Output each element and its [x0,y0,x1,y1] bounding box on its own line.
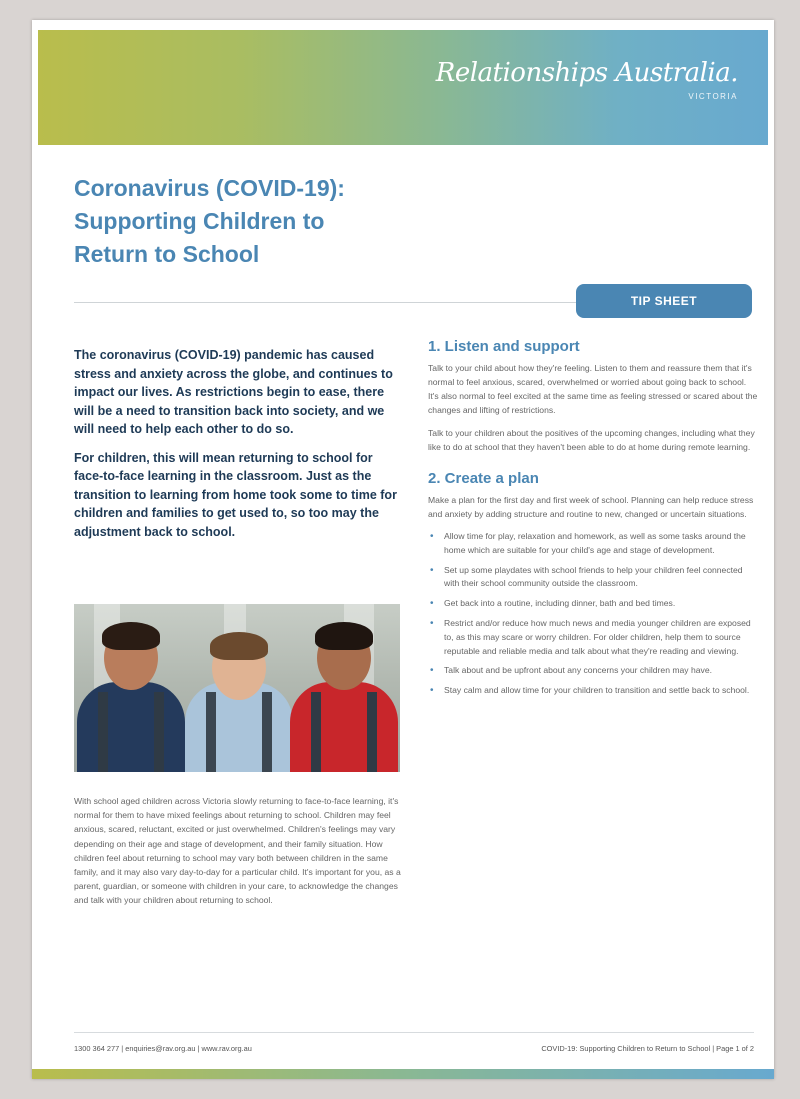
backpack-strap [367,692,377,772]
title-line-2: Supporting Children to [74,208,325,234]
backpack-strap [262,692,272,772]
logo-subtitle: VICTORIA [688,92,738,101]
backpack-strap [154,692,164,772]
list-item: • Get back into a routine, including dinner, bath and bed times. [428,597,758,611]
child-hair [210,632,268,660]
section-heading-listen: 1. Listen and support [428,338,580,355]
list-item: • Set up some playdates with school friends to help your children feel connected with their school community outside the classroom. [428,564,758,592]
relationships-australia-logo [436,58,738,101]
child-middle [184,632,294,772]
backpack-strap [206,692,216,772]
page-title [74,172,434,271]
backpack-strap [311,692,321,772]
title-line-3: Return to School [74,241,260,267]
plan-bullet-list [428,530,758,698]
child-right [289,622,399,772]
intro-section [74,346,402,551]
body-paragraph: With school aged children across Victoria slowly returning to face-to-face learning, it's normal for them to have mixed feelings about returning to school. Children may feel anxious, scared, reluctant, excited or just overwhelmed. Children's feelings may vary depending on their age and stage of development, and their family situation. How children feel about returning to school may vary both between children in the same family, and it may also vary day-to-day for a particular child. It's important for you, as a parent, guardian, or someone with children in your care, to acknowledge the changes and talk with your children about returning to school. [74,796,401,906]
footer-page-info: COVID-19: Supporting Children to Return to School | Page 1 of 2 [541,1044,754,1053]
list-item: • Restrict and/or reduce how much news and media younger children are exposed to, as this may scare or worry children. For older children, help them to source reputable and reliable media and talk about what they're reading and viewing. [428,617,758,658]
tip-sheet-badge: TIP SHEET [576,284,752,318]
list-item: • Stay calm and allow time for your children to transition and settle back to school. [428,684,758,698]
children-photo [74,604,400,772]
section-heading-plan: 2. Create a plan [428,470,539,487]
backpack-strap [98,692,108,772]
logo-text: Relationships Australia. [435,58,738,88]
list-item: • Allow time for play, relaxation and homework, as well as some tasks around the home which are suitable for your child's age and stage of development. [428,530,758,558]
header-banner [38,30,768,145]
section1-paragraph-2: Talk to your children about the positives of the upcoming changes, including what they like to do at school that they haven't been able to do at home during remote learning. [428,428,755,452]
child-hair [102,622,160,650]
child-left [76,622,186,772]
title-line-1: Coronavirus (COVID-19): [74,175,345,201]
section1-paragraph-1: Talk to your child about how they're feeling. Listen to them and reassure them that it's normal to feel anxious, scared, overwhelmed or worried about going back to school. It's also normal to feel excited at the same time as feeling stressed or scared about the changes and lifting of restrictions. [428,363,758,415]
footer-contact: 1300 364 277 | enquiries@rav.org.au | www.rav.org.au [74,1044,252,1053]
footer-divider [74,1032,754,1033]
child-shirt [290,682,398,772]
intro-paragraph-1: The coronavirus (COVID-19) pandemic has caused stress and anxiety across the globe, and continues to impact our lives. As restrictions begin to ease, there will be a need to transition back into society, and we will need to help each other to do so. [74,348,393,436]
page-footer [74,1044,754,1053]
child-shirt [77,682,185,772]
section2-paragraph-1: Make a plan for the first day and first week of school. Planning can help reduce stress and anxiety by adding structure and routine to new, changed or uncertain situations. [428,495,754,519]
child-hair [315,622,373,650]
intro-paragraph-2: For children, this will mean returning to school for face-to-face learning in the classroom. Just as the transition to learning from home took some to time for children and families to get used to, so too may the adjustment back to school. [74,450,397,539]
title-divider [74,302,594,303]
footer-color-bar [32,1069,774,1079]
tip-sheet-page [32,20,774,1079]
list-item: • Talk about and be upfront about any concerns your children may have. [428,664,758,678]
tips-column [428,338,758,704]
